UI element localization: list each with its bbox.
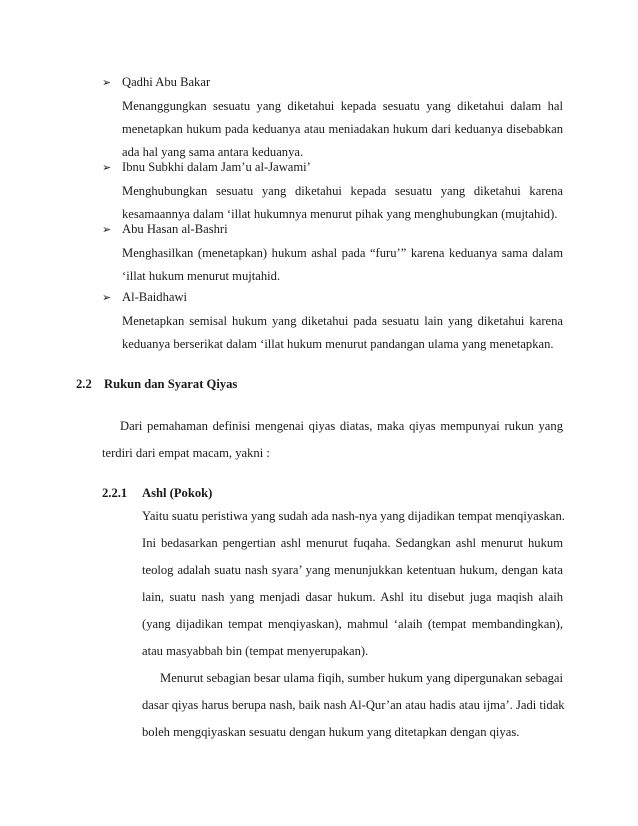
arrowhead-bullet-icon: ➢	[102, 76, 112, 89]
paragraph-line: ada hal yang sama antara keduanya.	[122, 145, 304, 159]
section-number: 2.2	[76, 377, 92, 391]
paragraph-line: terdiri dari empat macam, yakni :	[102, 446, 270, 460]
subsection-heading	[102, 486, 212, 501]
paragraph-line: kesamaannya dalam ‘illat hukumnya menurut pihak yang menghubungkan (mujtahid).	[122, 207, 558, 221]
bullet-title: Al-Baidhawi	[122, 290, 188, 304]
paragraph-line: Menghubungkan sesuatu yang diketahui kepada sesuatu yang diketahui karena	[122, 184, 563, 198]
paragraph-line: Menetapkan semisal hukum yang diketahui pada sesuatu lain yang diketahui karena	[122, 314, 563, 328]
paragraph-line: Menurut sebagian besar ulama fiqih, sumber hukum yang dipergunakan sebagai	[160, 671, 563, 685]
bullet-item	[102, 290, 187, 305]
bullet-title: Abu Hasan al-Bashri	[122, 222, 228, 236]
section-heading	[76, 377, 237, 392]
bullet-title: Qadhi Abu Bakar	[122, 75, 211, 89]
subsection-title: Ashl (Pokok)	[142, 486, 213, 500]
paragraph-line: boleh mengqiyaskan sesuatu dengan hukum yang ditetapkan dengan qiyas.	[142, 725, 520, 739]
paragraph-line: menetapkan hukum pada keduanya atau meniadakan hukum dari keduanya disebabkan	[122, 122, 563, 136]
paragraph-line: Ini bedasarkan pengertian ashl menurut fuqaha. Sedangkan ashl menurut hukum	[142, 536, 563, 550]
section-title: Rukun dan Syarat Qiyas	[104, 377, 238, 391]
paragraph-line: lain, suatu nash yang menjadi dasar hukum. Ashl itu disebut juga maqish alaih	[142, 590, 563, 604]
bullet-item	[102, 160, 311, 175]
paragraph-line: teolog adalah suatu nash syara’ yang menunjukkan ketentuan hukum, dengan kata	[142, 563, 563, 577]
bullet-item	[102, 75, 210, 90]
arrowhead-bullet-icon: ➢	[102, 161, 112, 174]
arrowhead-bullet-icon: ➢	[102, 223, 112, 236]
paragraph-line: keduanya berserikat dalam ‘illat hukum menurut pandangan ulama yang menetapkan.	[122, 337, 554, 351]
subsection-number: 2.2.1	[102, 486, 128, 500]
paragraph-line: (yang dijadikan tempat menqiyaskan), mahmul ‘alaih (tempat membandingkan),	[142, 617, 563, 631]
paragraph-line: dasar qiyas harus berupa nash, baik nash Al-Qur’an atau hadis atau ijma’. Jadi tidak	[142, 698, 565, 712]
paragraph-line: Menghasilkan (menetapkan) hukum ashal pada “furu’” karena keduanya sama dalam	[122, 246, 563, 260]
paragraph-line: ‘illat hukum menurut mujtahid.	[122, 269, 281, 283]
paragraph-line: Dari pemahaman definisi mengenai qiyas diatas, maka qiyas mempunyai rukun yang	[120, 419, 563, 433]
arrowhead-bullet-icon: ➢	[102, 291, 112, 304]
bullet-title: Ibnu Subkhi dalam Jam’u al-Jawami’	[122, 160, 311, 174]
paragraph-line: Menanggungkan sesuatu yang diketahui kepada sesuatu yang diketahui dalam hal	[122, 99, 563, 113]
paragraph-line: atau masyabbah bin (tempat menyerupakan).	[142, 644, 369, 658]
paragraph-line: Yaitu suatu peristiwa yang sudah ada nash-nya yang dijadikan tempat menqiyaskan.	[142, 509, 565, 523]
bullet-item	[102, 222, 228, 237]
